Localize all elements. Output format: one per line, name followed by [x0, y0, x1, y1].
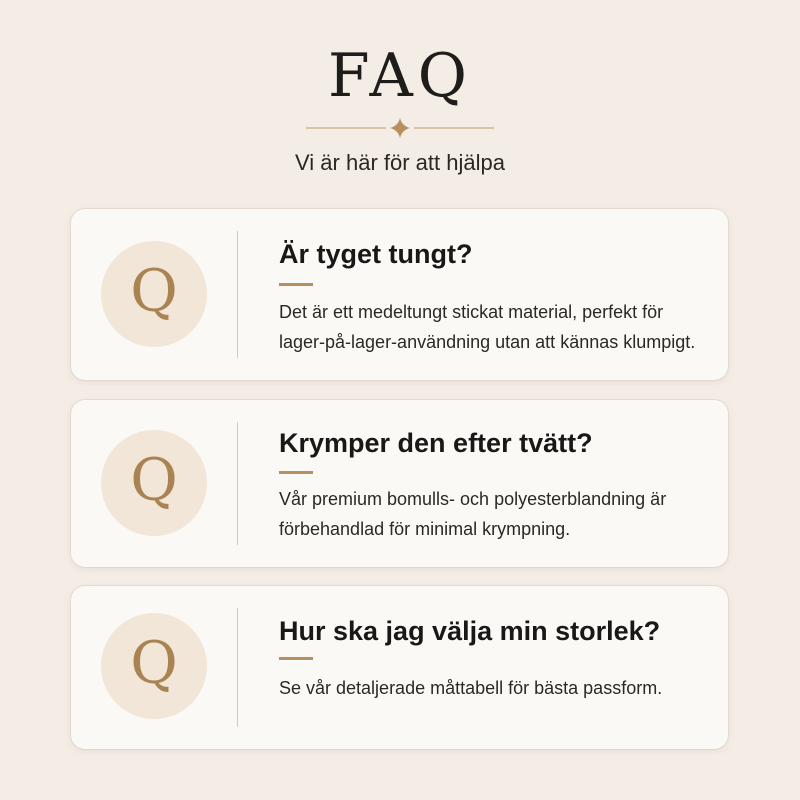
card-divider — [237, 608, 238, 727]
q-badge-icon: Q — [101, 430, 207, 536]
question-underline — [279, 471, 313, 474]
faq-answer-line: Det är ett medeltungt stickat material, perfekt för — [279, 302, 664, 322]
faq-answer-line: lager-på-lager-användning utan att kännas klumpigt. — [279, 332, 696, 352]
card-divider — [237, 231, 238, 358]
page-subtitle: Vi är här för att hjälpa — [295, 150, 505, 175]
faq-answer — [279, 673, 708, 703]
q-badge-icon: Q — [101, 241, 207, 347]
faq-question: Hur ska jag välja min storlek? — [279, 616, 661, 646]
faq-answer-line: förbehandlad för minimal krympning. — [279, 519, 571, 539]
faq-answer — [279, 484, 708, 544]
faq-answer — [279, 297, 708, 357]
question-underline — [279, 657, 313, 660]
faq-header — [0, 0, 800, 200]
sparkle-divider-icon — [306, 116, 494, 140]
card-divider — [237, 422, 238, 545]
question-underline — [279, 283, 313, 286]
faq-item-choose-size[interactable] — [71, 586, 728, 749]
faq-answer-line: Se vår detaljerade måttabell för bästa passform. — [279, 678, 663, 698]
page-title: FAQ — [328, 41, 472, 111]
faq-item-shrink-after-wash[interactable] — [71, 400, 728, 567]
faq-item-heavy-fabric[interactable] — [71, 209, 728, 380]
faq-question: Krymper den efter tvätt? — [279, 428, 593, 458]
faq-question: Är tyget tungt? — [279, 239, 473, 269]
q-badge-icon: Q — [101, 613, 207, 719]
faq-answer-line: Vår premium bomulls- och polyesterblandning är — [279, 489, 667, 509]
